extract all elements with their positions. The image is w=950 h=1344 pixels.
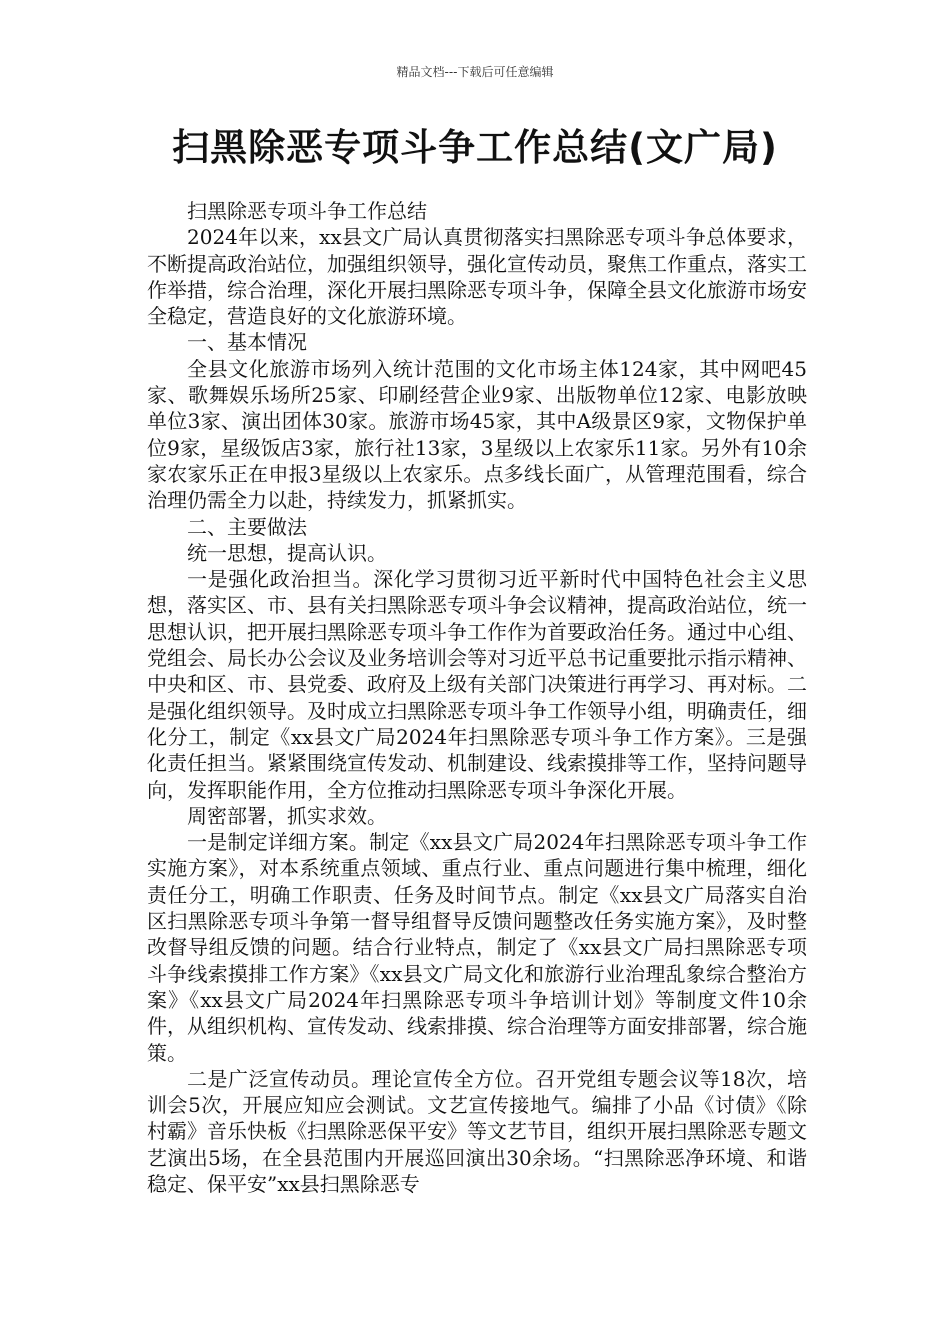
paragraph-plans: 一是制定详细方案。制定《xx县文广局2024年扫黑除恶专项斗争工作实施方案》，对本系统重点领域、重点行业、重点问题进行集中梳理，细化责任分工，明确工作职责、任务及时间节点。制定《xx县文广局落实自治区扫黑除恶专项斗争第一督导组督导反馈问题整改任务实施方案》，及时整改督导组反馈的问题。结合行业特点，制定了《xx县文广局扫黑除恶专项斗争线索摸排工作方案》《xx县文广局文化和旅游行业治理乱象综合整治方案》《xx县文广局2024年扫黑除恶专项斗争培训计划》等制度文件10余件，从组织机构、宣传发动、线索排摸、综合治理等方面安排部署，综合施策。 [147,830,807,1065]
paragraph-subtitle: 扫黑除恶专项斗争工作总结 [187,199,427,223]
document-body [147,198,807,1197]
paragraph-publicity: 二是广泛宣传动员。理论宣传全方位。召开党组专题会议等18次，培训会5次，开展应知应会测试。文艺宣传接地气。编排了小品《讨债》《除村霸》音乐快板《扫黑除恶保平安》等文艺节目，组织开展扫黑除恶专题文艺演出5场，在全县范围内开展巡回演出30余场。“扫黑除恶净环境、和谐稳定、保平安”xx县扫黑除恶专 [147,1066,807,1196]
section-heading-practices: 二、主要做法 [187,514,307,539]
subheading-unify-thinking: 统一思想，提高认识。 [187,540,387,565]
subheading-deployment: 周密部署，抓实求效。 [187,803,387,828]
header-note: 精品文档---下载后可任意编辑 [396,65,554,79]
paragraph-basic-situation: 全县文化旅游市场列入统计范围的文化市场主体124家，其中网吧45家、歌舞娱乐场所25家、印刷经营企业9家、出版物单位12家、电影放映单位3家、演出团体30家。旅游市场45家，其中A级景区9家，文物保护单位9家，星级饭店3家，旅行社13家，3星级以上农家乐11家。另外有10余家农家乐正在申报3星级以上农家乐。点多线长面广，从管理范围看，综合治理仍需全力以赴，持续发力，抓紧抓实。 [147,356,807,513]
section-heading-basic: 一、基本情况 [187,330,307,355]
paragraph-political: 一是强化政治担当。深化学习贯彻习近平新时代中国特色社会主义思想，落实区、市、县有关扫黑除恶专项斗争会议精神，提高政治站位，统一思想认识，把开展扫黑除恶专项斗争工作作为首要政治任务。通过中心组、党组会、局长办公会议及业务培训会等对习近平总书记重要批示指示精神、中央和区、市、县党委、政府及上级有关部门决策进行再学习、再对标。二是强化组织领导。及时成立扫黑除恶专项斗争工作领导小组，明确责任，细化分工，制定《xx县文广局2024年扫黑除恶专项斗争工作方案》。三是强化责任担当。紧紧围绕宣传发动、机制建设、线索摸排等工作，坚持问题导向，发挥职能作用，全方位推动扫黑除恶专项斗争深化开展。 [147,567,807,802]
paragraph-intro: 2024年以来，xx县文广局认真贯彻落实扫黑除恶专项斗争总体要求，不断提高政治站位，加强组织领导，强化宣传动员，聚焦工作重点，落实工作举措，综合治理，深化开展扫黑除恶专项斗争，保障全县文化旅游市场安全稳定，营造良好的文化旅游环境。 [147,225,807,329]
document-title: 扫黑除恶专项斗争工作总结(文广局) [172,126,778,169]
